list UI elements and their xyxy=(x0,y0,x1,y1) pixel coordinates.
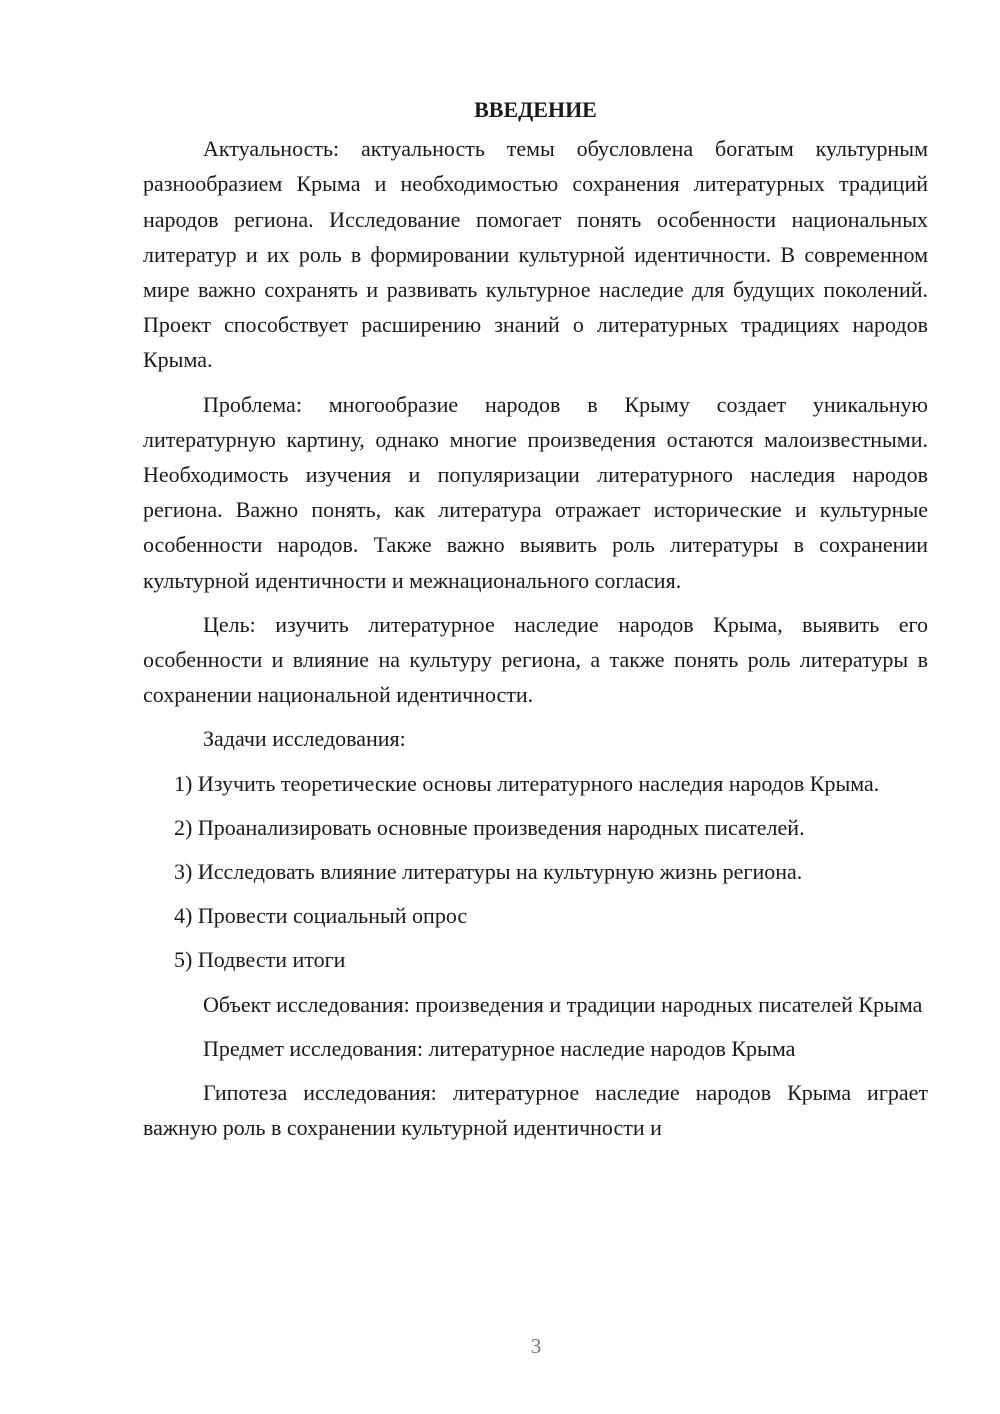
page-content xyxy=(143,92,928,1154)
problem-paragraph: Проблема: многообразие народов в Крыму создает уникальную литературную картину, однако многие произведения остаются малоизвестными. Необходимость изучения и популяризации литературного наследия народов региона. Важно понять, как литература отражает исторические и культурные особенности народов. Также важно выявить роль литературы в сохранении культурной идентичности и межнационального согласия. xyxy=(143,391,928,593)
page-number: 3 xyxy=(530,1334,542,1358)
task-item-3: 3) Исследовать влияние литературы на культурную жизнь региона. xyxy=(174,859,803,885)
task-item-1: 1) Изучить теоретические основы литературного наследия народов Крыма. xyxy=(174,770,880,796)
section-heading: ВВЕДЕНИЕ xyxy=(474,97,597,122)
hypothesis-paragraph: Гипотеза исследования: литературное наследие народов Крыма играет важную роль в сохранении культурной идентичности и xyxy=(143,1080,928,1141)
task-item-2: 2) Проанализировать основные произведения народных писателей. xyxy=(174,814,805,840)
subject-paragraph: Предмет исследования: литературное наследие народов Крыма xyxy=(203,1035,796,1061)
object-paragraph: Объект исследования: произведения и традиции народных писателей Крыма xyxy=(203,991,923,1017)
relevance-paragraph: Актуальность: актуальность темы обусловлена богатым культурным разнообразием Крыма и необходимостью сохранения литературных традиций народов региона. Исследование помогает понять особенности национальных литератур и их роль в формировании культурной идентичности. В современном мире важно сохранять и развивать культурное наследие для будущих поколений. Проект способствует расширению знаний о литературных традициях народов Крыма. xyxy=(143,136,928,373)
tasks-heading: Задачи исследования: xyxy=(203,726,406,752)
task-item-5: 5) Подвести итоги xyxy=(174,947,346,973)
goal-paragraph: Цель: изучить литературное наследие народов Крыма, выявить его особенности и влияние на культуру региона, а также понять роль литературы в сохранении национальной идентичности. xyxy=(143,611,928,708)
task-item-4: 4) Провести социальный опрос xyxy=(174,903,468,929)
